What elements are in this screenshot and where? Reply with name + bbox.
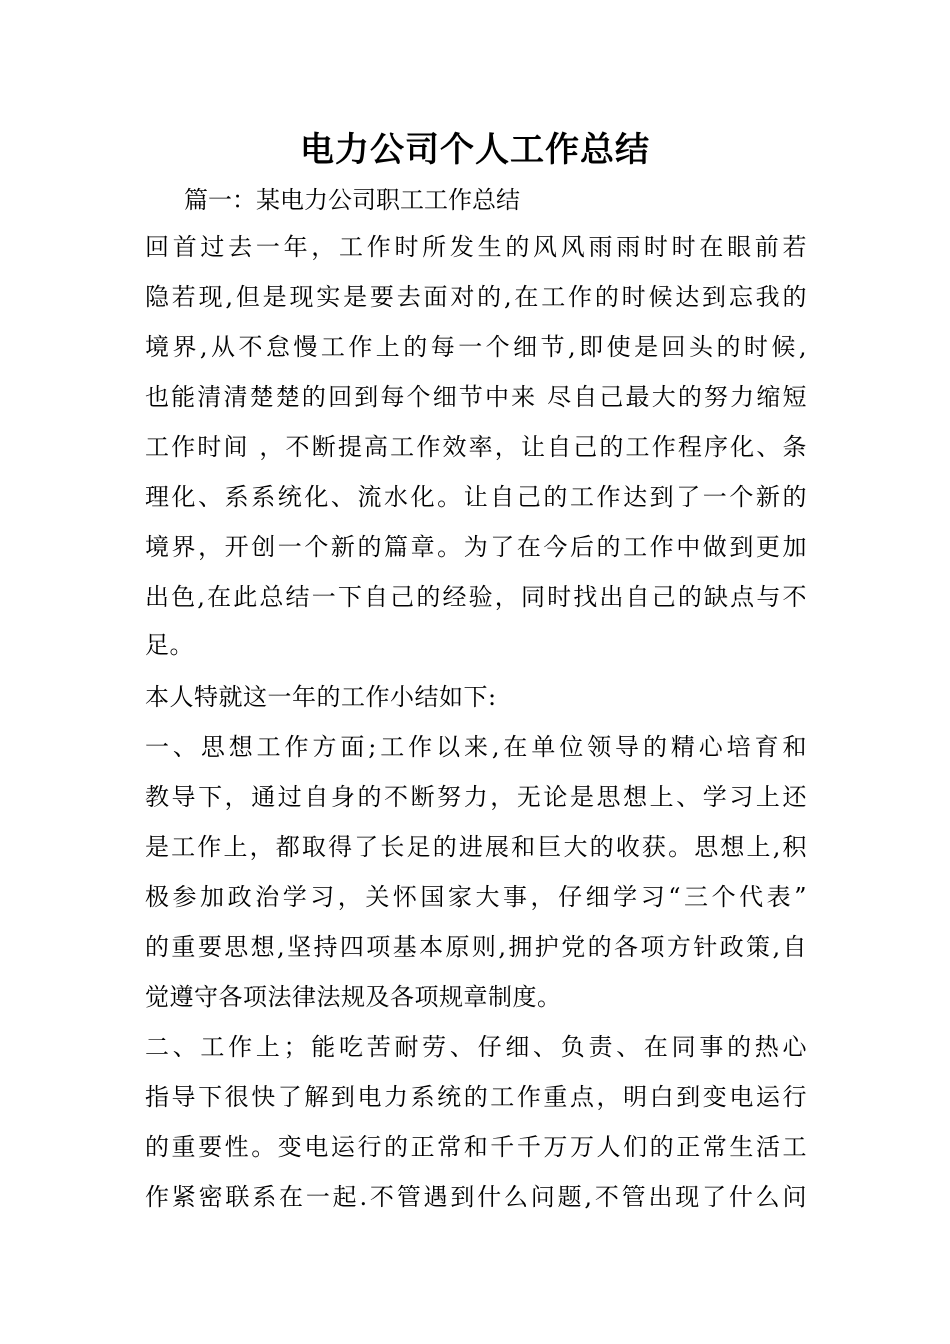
document-title: 电力公司个人工作总结 [300, 130, 650, 170]
document-subtitle: 篇一：某电力公司职工工作总结 [184, 186, 520, 214]
body-line: 一、思想工作方面;工作以来,在单位领导的精心培育和 [145, 733, 807, 761]
body-line: 教导下，通过自身的不断努力，无论是思想上、学习上还 [145, 783, 807, 811]
body-line: 回首过去一年，工作时所发生的风风雨雨时时在眼前若 [145, 233, 807, 261]
body-line: 境界，开创一个新的篇章。为了在今后的工作中做到更加 [145, 533, 807, 561]
body-line: 也能清清楚楚的回到每个细节中来 尽自己最大的努力缩短 [145, 383, 807, 411]
body-line: 二、工作上；能吃苦耐劳、仔细、负责、在同事的热心 [145, 1033, 807, 1061]
body-line: 本人特就这一年的工作小结如下: [145, 683, 497, 711]
body-line: 的重要性。变电运行的正常和千千万万人们的正常生活工 [145, 1133, 807, 1161]
body-line: 隐若现,但是现实是要去面对的,在工作的时候达到忘我的 [145, 283, 807, 311]
body-line: 出色,在此总结一下自己的经验，同时找出自己的缺点与不 [145, 583, 807, 611]
body-line: 足。 [145, 631, 194, 659]
body-line: 工作时间 ，不断提高工作效率，让自己的工作程序化、条 [145, 433, 807, 461]
body-line: 的重要思想,坚持四项基本原则,拥护党的各项方针政策,自 [145, 933, 807, 961]
body-line: 境界,从不怠慢工作上的每一个细节,即使是回头的时候, [145, 333, 807, 361]
body-line: 觉遵守各项法律法规及各项规章制度。 [145, 983, 562, 1011]
body-line: 作紧密联系在一起.不管遇到什么问题,不管出现了什么问 [145, 1183, 807, 1211]
body-line: 理化、系系统化、流水化。让自己的工作达到了一个新的 [145, 483, 807, 511]
body-line: 是工作上，都取得了长足的进展和巨大的收获。思想上,积 [145, 833, 807, 861]
body-line: 极参加政治学习，关怀国家大事，仔细学习“三个代表” [145, 883, 807, 911]
body-line: 指导下很快了解到电力系统的工作重点，明白到变电运行 [145, 1083, 807, 1111]
